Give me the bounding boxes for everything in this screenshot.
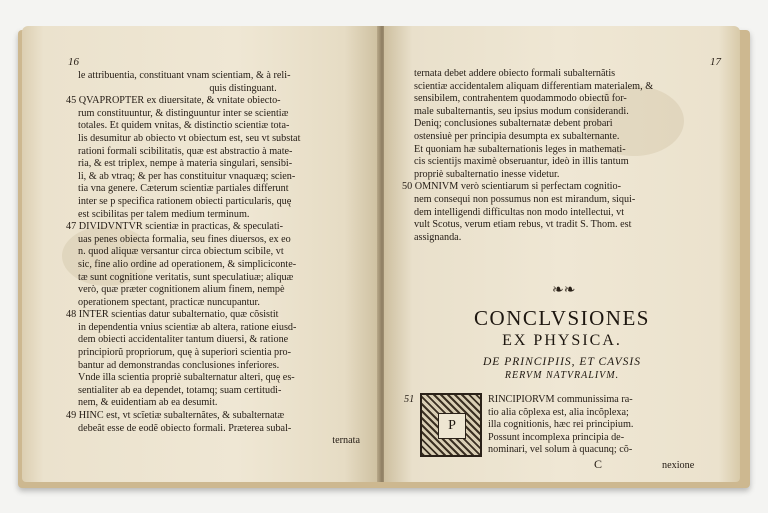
text-line: in dependentia vnius scientiæ ab altera, ratione eiusd- bbox=[78, 321, 297, 333]
text-line: 45 QVAPROPTER ex diuersitate, & vnitate obiecto- bbox=[66, 95, 281, 107]
text-line: debeãt esse de eodẽ obiecto formali. Præterea subal- bbox=[78, 422, 292, 434]
text-line: verò, quæ præter cognitionem alium finem, nempè bbox=[78, 284, 285, 296]
text-line: bantur ad demonstrandas conclusiones inferiores. bbox=[78, 359, 280, 371]
text-line: totales. Et quidem vnitas, & distinctio scientiæ tota- bbox=[78, 120, 290, 132]
text-line: ria, & est triplex, nempe à materia singulari, sensibi- bbox=[78, 158, 293, 170]
text-line: sic, fine alio ordine ad operationem, & simpliciconte- bbox=[78, 258, 297, 270]
text-line: inter se p specifica rationem obiecti particularis, quę bbox=[78, 195, 292, 207]
paragraph-number: 51 bbox=[404, 394, 415, 405]
chapter-heading: DE PRINCIPIIS, ET CAVSIS bbox=[482, 356, 641, 368]
text-line: tia vna genere. Cæterum scientiæ partiales differunt bbox=[78, 183, 289, 195]
text-line: vult Scotus, verum etiam rebus, vt tradit S. Thom. est bbox=[414, 219, 632, 231]
text-line: est scibilitas per talem medium terminum. bbox=[78, 208, 250, 220]
text-line: operationem spectant, practicæ nuncupantur. bbox=[78, 296, 260, 308]
decorated-initial bbox=[420, 393, 482, 457]
text-line: sensibilem, contrahentem quodammodo obiectũ for- bbox=[414, 93, 627, 105]
text-line: Deniq; conclusiones subalternatæ debent probari bbox=[414, 118, 613, 130]
catchword: ternata bbox=[332, 435, 360, 447]
text-line: lis desumitur ab obiecto vt obiectum est, seu vt substat bbox=[78, 132, 301, 144]
section-subtitle: EX PHYSICA. bbox=[502, 332, 622, 349]
right-text-block bbox=[402, 68, 724, 244]
text-line: nominari, vel solum à quacunq; cõ- bbox=[488, 444, 633, 456]
text-line: ternata debet addere obiecto formali subalternãtis bbox=[414, 68, 616, 79]
left-text-block bbox=[66, 70, 368, 448]
text-line: cis scientijs maximè obseruantur, ideò in illis tantum bbox=[414, 156, 629, 168]
open-book bbox=[22, 26, 742, 488]
text-line: nem, & euidentiam ab ea desumit. bbox=[78, 397, 218, 409]
text-line: uas penes obiecta formalia, seu fines diuersos, ex eo bbox=[78, 233, 291, 245]
text-line: sentialiter ab ea dependet, totamq; suam certitudi- bbox=[78, 384, 282, 396]
text-line: assignanda. bbox=[414, 231, 462, 243]
text-line: 47 DIVIDVNTVR scientiæ in practicas, & speculati- bbox=[66, 221, 283, 233]
right-text-after bbox=[488, 394, 728, 457]
page-number: 17 bbox=[710, 56, 721, 68]
text-line: quis distinguant. bbox=[209, 82, 277, 94]
fleuron-ornament: ❧❧ bbox=[552, 283, 576, 298]
text-line: tæ sunt cognitione veritatis, sunt speculatiuæ; aliquæ bbox=[78, 271, 294, 283]
text-line: Vnde illa scientia propriè subalternatur alteri, quę es- bbox=[78, 372, 295, 384]
text-line: dem obiecti accidentaliter tantum diuersi, & ratione bbox=[78, 334, 289, 346]
catchword: nexione bbox=[662, 460, 695, 471]
text-line: 50 OMNIVM verò scientiarum si perfectam cognitio- bbox=[402, 181, 621, 193]
text-line: scientiæ accidentalem aliquam differentiam materialem, & bbox=[414, 80, 654, 92]
text-line: propriè subalternatio inesse videtur. bbox=[414, 168, 560, 180]
signature-mark: C bbox=[594, 457, 603, 471]
left-page bbox=[22, 26, 380, 482]
text-line: RINCIPIORVM communissima ra- bbox=[488, 394, 633, 405]
text-line: tio alia cõplexa est, alia incõplexa; bbox=[488, 406, 629, 418]
text-line: 49 HINC est, vt scĩetiæ subalternãtes, & subalternatæ bbox=[66, 410, 285, 422]
text-line: principiorũ propriorum, quę à superiori scientia pro- bbox=[78, 347, 292, 359]
text-line: male subalternantis, seu ipsius modum considerandi. bbox=[414, 105, 629, 117]
right-page bbox=[384, 26, 740, 482]
text-line: ostensiuè per principia desumpta ex subalternante. bbox=[414, 130, 620, 142]
page-number: 16 bbox=[68, 56, 79, 68]
text-line: n. quod aliquæ versantur circa obiectum scibile, vt bbox=[78, 246, 284, 258]
text-line: nem consequi non possumus non est mirandum, siqui- bbox=[414, 193, 636, 205]
text-line: le attribuentia, constituant vnam scientiam, & à reli- bbox=[78, 70, 291, 81]
text-line: rationi formali scibilitatis, quæ est abstractio à mate- bbox=[78, 145, 293, 157]
drop-cap-letter: P bbox=[438, 413, 466, 439]
text-line: li, & ab vtraq; & per has constituitur vnaquæq; scien- bbox=[78, 170, 296, 182]
chapter-heading-line2: RERVM NATVRALIVM. bbox=[504, 370, 620, 381]
text-line: illa cognitionis, hæc rei principium. bbox=[488, 419, 634, 431]
text-line: Possunt incomplexa principia de- bbox=[488, 431, 625, 443]
section-title: CONCLVSIONES bbox=[474, 306, 650, 330]
text-line: dem intelligendi difficultas non modo intellectui, vt bbox=[414, 206, 625, 218]
text-line: Et quoniam hæ subalternationis leges in mathemati- bbox=[414, 143, 626, 155]
text-line: 48 INTER scientias datur subalternatio, quæ cõsistit bbox=[66, 309, 279, 321]
text-line: rum constituuntur, & distinguuntur inter se scientiæ bbox=[78, 107, 289, 119]
